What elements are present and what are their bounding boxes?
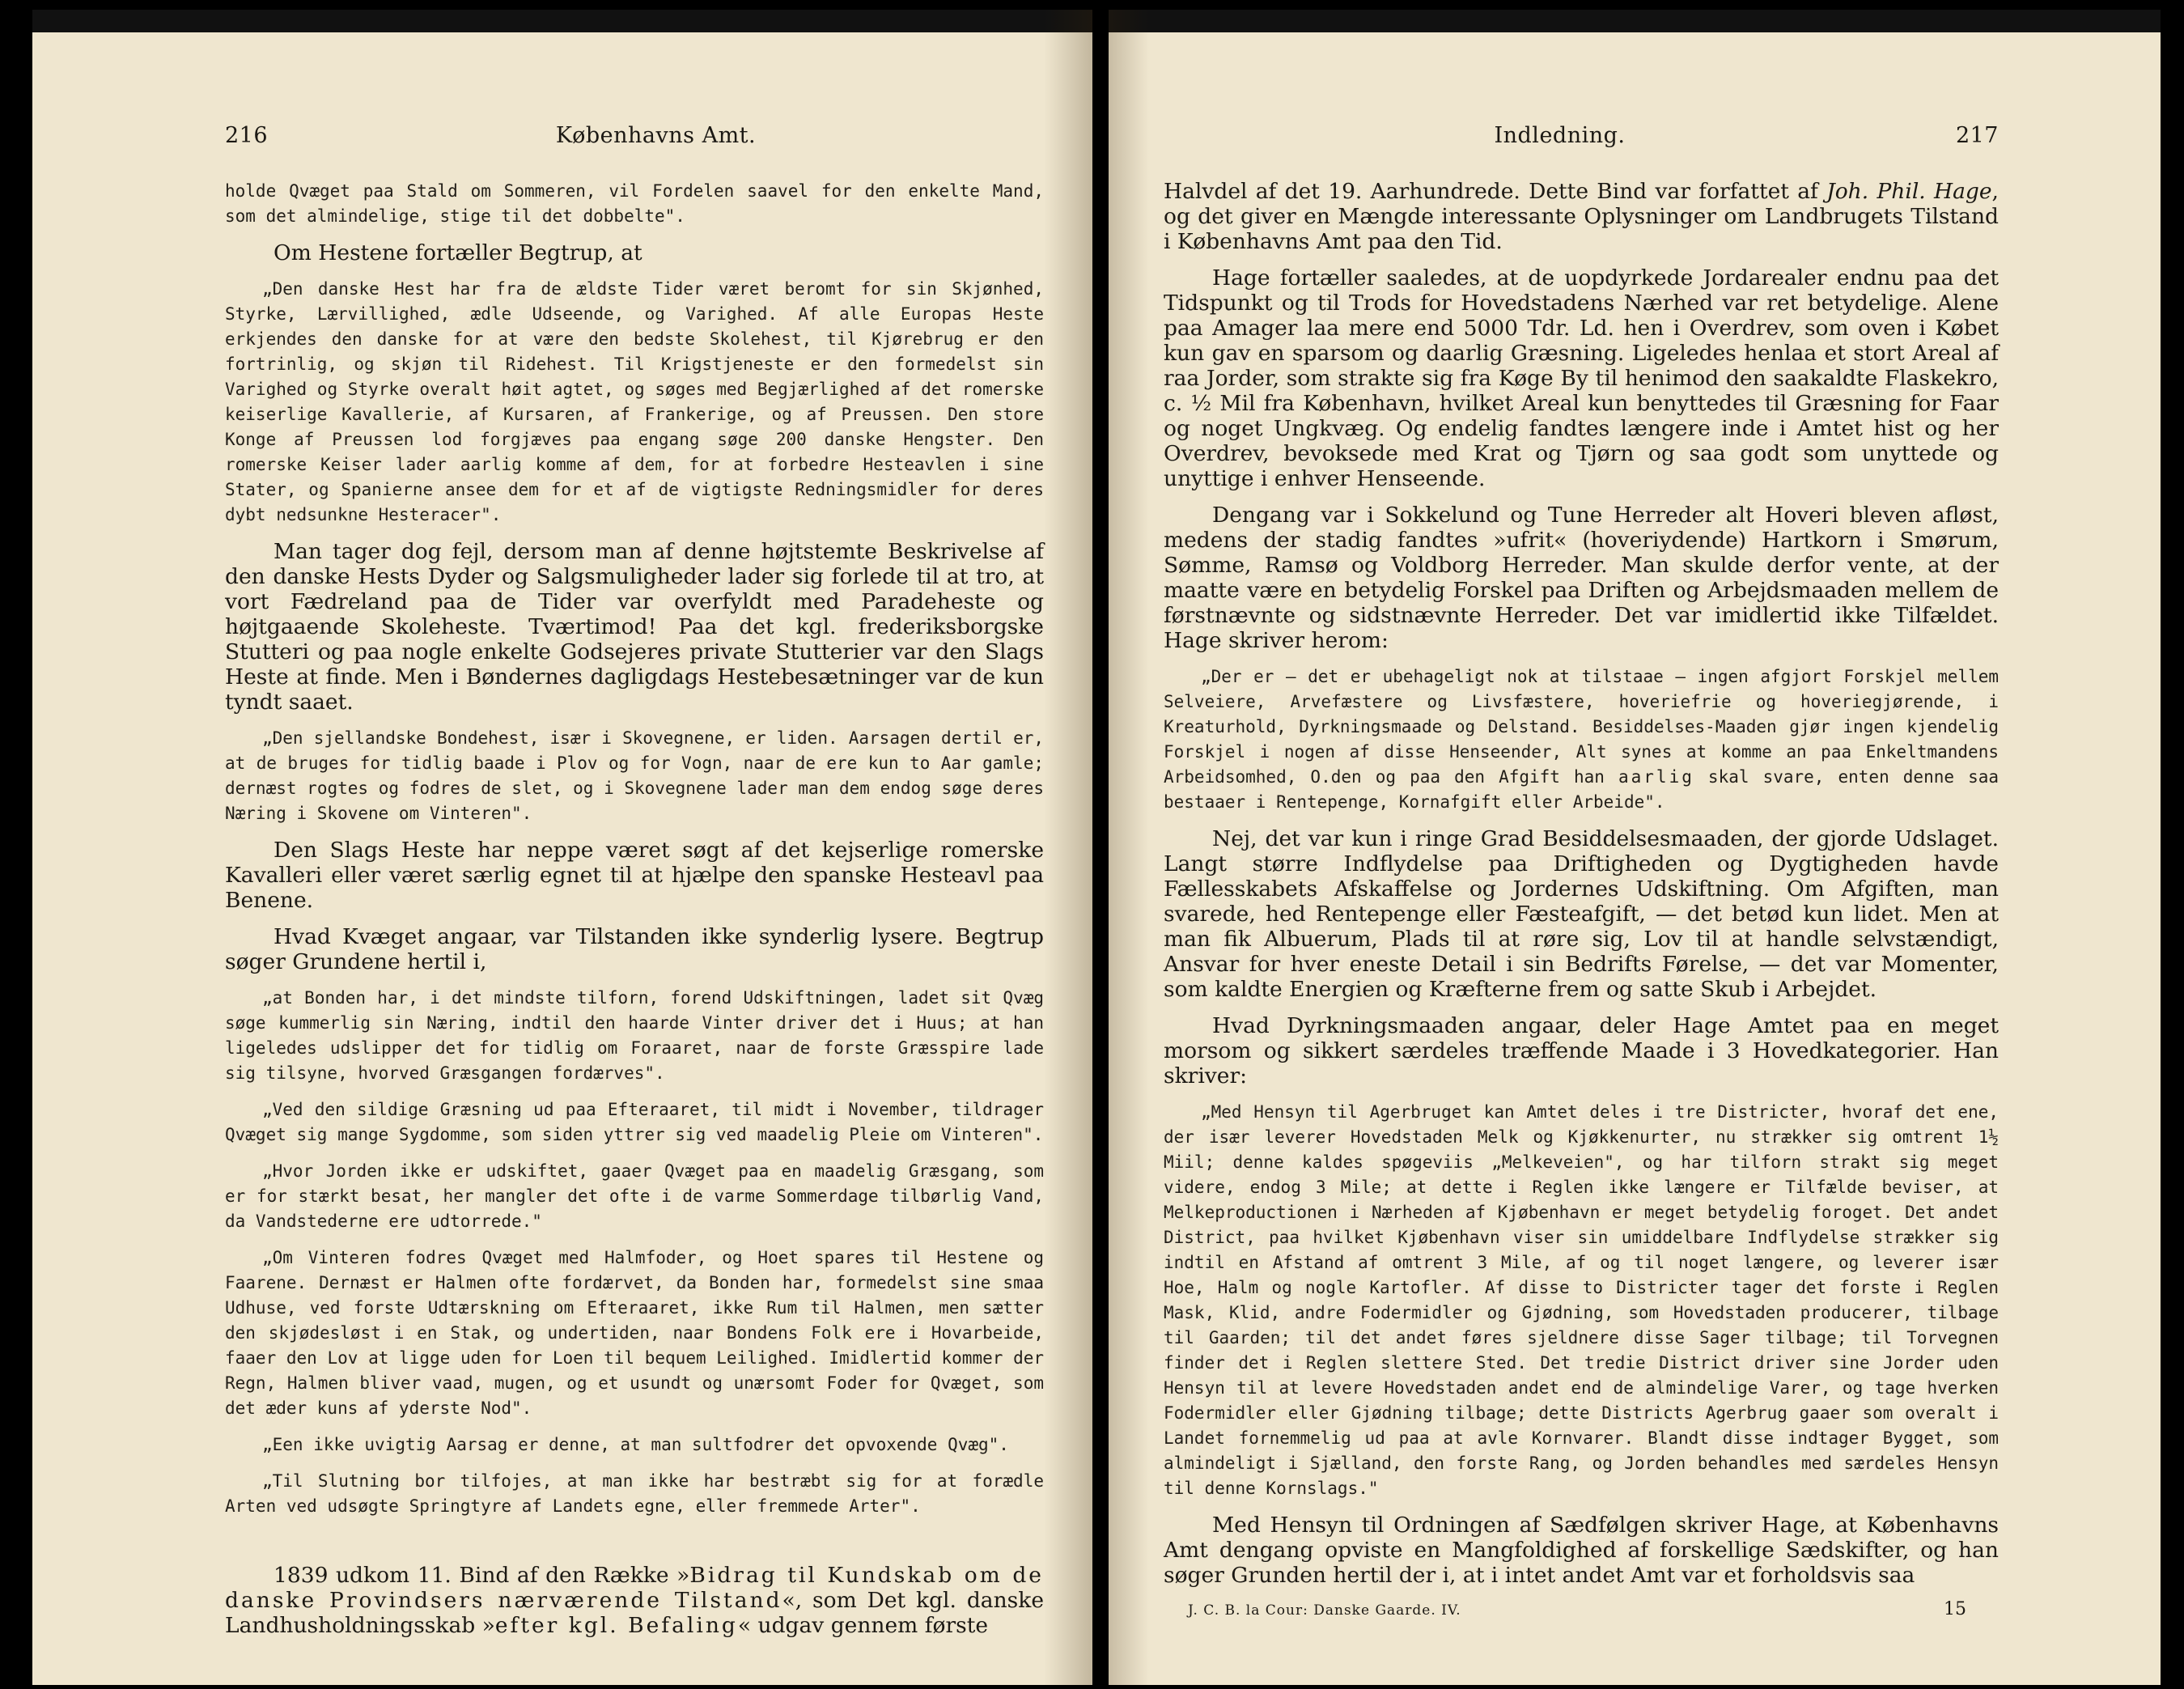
left-page — [32, 10, 1092, 1685]
quote-sildige: „Ved den sildige Græsning ud paa Efteraaret, til midt i November, tildrager Qvæget sig mange Sygdomme, som siden yttrer sig ved maadelig Pleie om Vinteren". — [225, 1100, 1044, 1144]
text-halvdel-post: , og det giver en Mængde interessante Oplysninger om Landbrugets Tilstand i Københavns Amt paa den Tid. — [1164, 179, 1999, 254]
sheet-number: 15 — [1944, 1599, 1966, 1619]
quote-farm-horse: „Den sjellandske Bondehest, især i Skovegnene, er liden. Aarsagen dertil er, at de bruges for tidlig baade i Plov og for Vogn, naar de ere kun to Aar gamle; dernæst rogtes og fodres de slet, og i Skovegnene lader man dem endog søge deres Næring i Skovene om Vinteren". — [225, 728, 1044, 823]
quote-continuation: holde Qvæget paa Stald om Sommeren, vil Fordelen saavel for den enkelte Mand, som det almindelige, stige til det dobbelte". — [225, 181, 1044, 226]
section-gap — [225, 1530, 1044, 1563]
paragraph-hage: Hage fortæller saaledes, at de uopdyrkede Jordarealer endnu paa det Tidspunkt og til Trods for Hovedstadens Nærhed var ret betydelige. Alene paa Amager laa mere end 5000 Tdr. Ld. hen i Overdrev, som oven i Købet kun gav en sparsom og daarlig Græsning. Ligeledes henlaa et stort Areal af raa Jorder, som strakte sig fra Køge By til henimod den saakaldte Flaskekro, c. ½ Mil fra København, hvilket Areal kun benyttedes til Græsning for Faar og noget Ungkvæg. Og endelig fandtes længere inde i Amtet hist og her Overdrev, bevoksede med Krat og Tjørn og saa godt som unyttede og unyttige i enhver Henseende. — [1164, 265, 1999, 491]
paragraph-halvdel — [1164, 179, 1999, 254]
page-footer — [1164, 1599, 1999, 1619]
paragraph-kvaeg: Hvad Kvæget angaar, var Tilstanden ikke synderlig lysere. Begtrup søger Grundene hertil i, — [225, 924, 1044, 974]
paragraph-hestene: Om Hestene fortæller Begtrup, at — [274, 240, 642, 265]
text-1839-title: Bidrag til Kundskab om de danske Provindsers nærværende Tilstand — [225, 1563, 1044, 1613]
paragraph-saedfolge: Med Hensyn til Ordningen af Sædfølgen skriver Hage, at Københavns Amt dengang opviste en Mangfoldighed af forskellige Sædskifter, og han søger Grunden hertil der i, at i intet andet Amt var et forholdsvis saa — [1164, 1513, 1999, 1588]
quote-vinteren: „Om Vinteren fodres Qvæget med Halmfoder, og Hoet spares til Hestene og Faarene. Dernæst er Halmen ofte fordærvet, da Bonden har, formedelst sine smaa Udhuse, ved forste Udtærskning om Efteraaret, ikke Rum til Halmen, men sætter den skjødesløst i en Stak, og undertiden, naar Bondens Folk ere i Hovarbeide, faaer den Lov at ligge uden for Loen til bequem Leilighed. Imidlertid kommer der Regn, Halmen bliver vaad, mugen, og et usundt og unærsomt Foder for Qvæget, som det æder kuns af yderste Nod". — [225, 1248, 1044, 1418]
left-page-content — [225, 123, 1044, 1653]
text-1839-befaling: efter kgl. Befaling — [494, 1613, 738, 1638]
paragraph-fejl: Man tager dog fejl, dersom man af denne højtstemte Beskrivelse af den danske Hests Dyder og Salgsmuligheder lader sig forlede til at tro, at vort Fædreland paa de Tider var overfyldt med Paradeheste og højtgaaende Skoleheste. Tværtimod! Paa det kgl. frederiksborgske Stutteri og paa nogle enkelte Godsejeres private Stutterier var den Slags Heste at finde. Men i Bøndernes dagligdags Hestebesætninger var de kun tyndt saaet. — [225, 539, 1044, 715]
right-page-header — [1164, 123, 1999, 148]
text-quote-aarlig: aarlig — [1618, 767, 1694, 787]
text-1839-post: « udgav gennem første — [737, 1613, 989, 1638]
text-1839-mid: «, som Det kgl. danske Landhusholdningsskab » — [225, 1588, 1044, 1638]
text-1839-pre: 1839 udkom 11. Bind af den Række » — [274, 1563, 690, 1588]
text-quote-der-pre: „Der er — det er ubehageligt nok at tilstaae — ingen afgjort Forskjel mellem Selveiere, Arvefæstere og Livsfæstere, hoveriefrie og hoveriegjørende, i Kreaturhold, Dyrkningsmaade og Delstand. Besiddelses-Maaden gjør ingen kjendelig Forskjel i nogen af disse Henseender, Alt synes at komme an paa Enkeltmandens Arbeidsomhed, O.den og paa den Afgift han — [1164, 667, 1999, 787]
paragraph-nej: Nej, det var kun i ringe Grad Besiddelsesmaaden, der gjorde Udslaget. Langt større Indflydelse paa Driftigheden og Dygtigheden havde Fællesskabets Afskaffelse og Jordernes Udskiftning. Om Afgiften, man svarede, hed Rentepenge eller Fæsteafgift, — det betød kun lidet. Men at man fik Albuerum, Plads til at røre sig, Lov til at handle selvstændigt, Ansvar for hver eneste Detail i sin Bedrifts Førelse, — det var Momenter, som kaldte Energien og Kræfterne frem og satte Skub i Arbejdet. — [1164, 826, 1999, 1002]
author-name: Joh. Phil. Hage — [1826, 179, 1992, 204]
left-page-header — [225, 123, 1044, 148]
quote-jorden: „Hvor Jorden ikke er udskiftet, gaaer Qvæget paa en maadelig Græsgang, som er for stærkt besat, her mangler det ofte i de varme Sommerdage tilbørlig Vand, da Vandstederne ere udtorrede." — [225, 1161, 1044, 1231]
page-number-left: 216 — [225, 123, 269, 148]
text-quote-der-post: skal svare, enten denne saa bestaaer i Rentepenge, Kornafgift eller Arbeide". — [1164, 767, 1999, 812]
right-page-content — [1164, 123, 1999, 1653]
running-head-right: Indledning. — [1494, 123, 1626, 148]
quote-forskjel — [1164, 664, 1999, 815]
right-page — [1109, 10, 2161, 1685]
printer-signature: J. C. B. la Cour: Danske Gaarde. IV. — [1188, 1602, 1461, 1619]
quote-bonden: „at Bonden har, i det mindste tilforn, forend Udskiftningen, ladet sit Qvæg søge kummerlig sin Næring, indtil den haarde Vinter driver det i Huus; at han ligeledes udslipper det for tidlig om Foraaret, naar de forste Græsspire lade sig tilsyne, hvorved Græsgangen fordærves". — [225, 988, 1044, 1083]
paragraph-1839 — [225, 1563, 1044, 1638]
paragraph-slags: Den Slags Heste har neppe været søgt af det kejserlige romerske Kavalleri eller været særlig egnet til at hjælpe den spanske Hesteavl paa Benene. — [225, 838, 1044, 913]
quote-aarsag: „Een ikke uvigtig Aarsag er denne, at man sultfodrer det opvoxende Qvæg". — [262, 1435, 1009, 1454]
text-halvdel-pre: Halvdel af det 19. Aarhundrede. Dette Bind var forfattet af — [1164, 179, 1827, 204]
paragraph-dengang: Dengang var i Sokkelund og Tune Herreder alt Hoveri bleven afløst, medens der stadig fandtes »ufrit« (hoveriydende) Hartkorn i Smørum, Sømme, Ramsø og Voldborg Herreder. Man skulde derfor vente, at der maatte være en betydelig Forskel paa Driften og Arbejdsmaaden mellem de førstnævnte og sidstnævnte Herreder. Det var imidlertid ikke Tilfældet. Hage skriver herom: — [1164, 503, 1999, 653]
quote-districter: „Med Hensyn til Agerbruget kan Amtet deles i tre Districter, hvoraf det ene, der især leverer Hovedstaden Melk og Kjøkkenurter, nu strækker sig omtrent 1½ Miil; denne kaldes spøgeviis „Melkeveien", og har tilforn strakt sig meget videre, endog 3 Mile; at dette i Reglen ikke længere er Tilfælde beviser, at Melkeproductionen i Nærheden af Kjøbenhavn er meget betydelig foroget. Det andet District, paa hvilket Kjøbenhavn viser sin umiddelbare Indflydelse strækker sig indtil en Afstand af omtrent 3 Mile, af og til noget længere, og leverer især Hoe, Halm og nogle Kartofler. Af disse to Districter tager det forste i Reglen Mask, Klid, andre Fodermidler og Gjødning, som Hovedstaden producerer, tilbage til Gaarden; til det andet føres sjeldnere disse Sager tilbage; til Torvegnen finder det i Reglen slettere Sted. Det tredie District driver sine Jorder uden Hensyn til at levere Hovedstaden andet end de almindelige Varer, og tage hverken Fodermidler eller Gjødning tilbage; dette Districts Agerbrug gaaer som overalt i Landet fornemmelig ud paa at avle Kornvarer. Blandt disse indtager Bygget, som almindeligt i Sjælland, den forste Rang, og Jorden behandles med særdeles Hensyn til denne Kornslags." — [1164, 1102, 1999, 1498]
paragraph-dyrkning: Hvad Dyrkningsmaaden angaar, deler Hage Amtet paa en meget morsom og sikkert særdeles træffende Maade i 3 Hovedkategorier. Han skriver: — [1164, 1013, 1999, 1089]
page-number-right: 217 — [1955, 123, 1999, 148]
running-head-left: Københavns Amt. — [555, 123, 757, 148]
quote-danish-horse: „Den danske Hest har fra de ældste Tider været beromt for sin Skjønhed, Styrke, Lærvillighed, ædle Udseende, og Varighed. Af alle Europas Heste erkjendes den danske for at være den bedste Skolehest, til Kjørebrug er den fortrinlig, og skjøn til Ridehest. Til Krigstjeneste er den formedelst sin Varighed og Styrke overalt høit agtet, og søges med Begjærlighed af det romerske keiserlige Kavallerie, af Kursaren, af Frankerige, og af Preussen. Den store Konge af Preussen lod forgjæves paa engang søge 200 danske Hengster. Den romerske Keiser lader aarlig komme af dem, for at forbedre Hesteavlen i sine Stater, og Spanierne ansee dem for et af de vigtigste Redningsmidler for deres dybt nedsunkne Hesteracer". — [225, 279, 1044, 524]
quote-slutning: „Til Slutning bor tilfojes, at man ikke har bestræbt sig for at forædle Arten ved udsøgte Springtyre af Landets egne, eller fremmede Arter". — [225, 1471, 1044, 1516]
